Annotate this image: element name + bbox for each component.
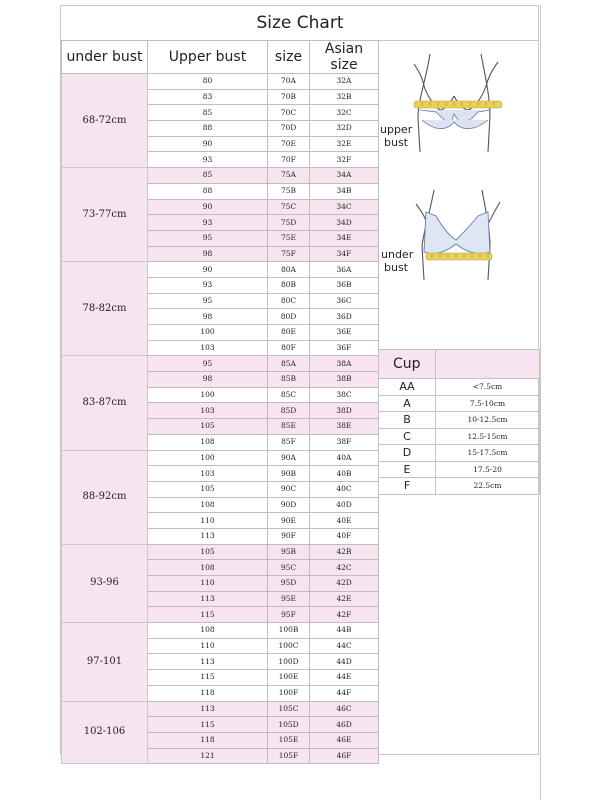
upper-bust-cell: 110 [148,513,268,529]
upper-bust-cell: 115 [148,670,268,686]
size-cell: 80A [268,262,310,278]
asian-size-cell: 32C [310,105,379,121]
size-cell: 95F [268,607,310,623]
cup-letter: D [379,445,436,462]
cup-row [379,379,540,396]
asian-size-cell: 46E [310,732,379,748]
cup-letter: AA [379,379,436,396]
upper-bust-cell: 108 [148,497,268,513]
asian-size-cell: 42D [310,576,379,592]
cup-measurement: 22.5cm [436,478,540,495]
cup-letter: B [379,412,436,429]
asian-size-cell: 44C [310,638,379,654]
size-cell: 70E [268,136,310,152]
size-cell: 70F [268,152,310,168]
asian-size-cell: 42F [310,607,379,623]
table-row [62,262,379,278]
asian-size-cell: 40C [310,481,379,497]
asian-size-cell: 36C [310,293,379,309]
size-table [61,40,379,764]
header-asian-size: Asian size [310,41,379,74]
cup-row [379,395,540,412]
asian-size-cell: 36B [310,277,379,293]
asian-size-cell: 36D [310,309,379,325]
upper-bust-cell: 90 [148,199,268,215]
asian-size-cell: 34A [310,168,379,184]
under-bust-cell: 88-92cm [62,450,148,544]
size-table-body [62,74,379,764]
asian-size-cell: 34E [310,230,379,246]
upper-bust-label-2: bust [384,136,408,149]
asian-size-cell: 38B [310,372,379,388]
size-cell: 100E [268,670,310,686]
asian-size-cell: 38E [310,419,379,435]
under-bust-cell: 78-82cm [62,262,148,356]
upper-bust-cell: 108 [148,560,268,576]
asian-size-cell: 40D [310,497,379,513]
asian-size-cell: 34F [310,246,379,262]
asian-size-cell: 40B [310,466,379,482]
asian-size-cell: 42B [310,544,379,560]
size-cell: 80C [268,293,310,309]
size-cell: 85B [268,372,310,388]
upper-bust-cell: 83 [148,89,268,105]
upper-bust-cell: 80 [148,74,268,90]
upper-bust-cell: 105 [148,419,268,435]
upper-bust-cell: 115 [148,607,268,623]
cup-measurement: 17.5-20 [436,461,540,478]
size-cell: 75E [268,230,310,246]
asian-size-cell: 38D [310,403,379,419]
page-title: Size Chart [61,6,539,41]
cup-header: Cup [379,350,436,379]
cup-header-blank [436,350,540,379]
size-cell: 90B [268,466,310,482]
asian-size-cell: 44F [310,685,379,701]
upper-bust-cell: 113 [148,591,268,607]
asian-size-cell: 40A [310,450,379,466]
size-cell: 95D [268,576,310,592]
upper-bust-cell: 100 [148,387,268,403]
size-cell: 90D [268,497,310,513]
size-cell: 100D [268,654,310,670]
asian-size-cell: 32E [310,136,379,152]
cup-letter: F [379,478,436,495]
header-under-bust: under bust [62,41,148,74]
asian-size-cell: 36A [310,262,379,278]
asian-size-cell: 32F [310,152,379,168]
size-cell: 70C [268,105,310,121]
upper-bust-cell: 100 [148,450,268,466]
asian-size-cell: 44B [310,623,379,639]
size-cell: 90E [268,513,310,529]
asian-size-cell: 46C [310,701,379,717]
upper-bust-cell: 121 [148,748,268,764]
upper-bust-cell: 110 [148,638,268,654]
upper-bust-cell: 95 [148,293,268,309]
cup-row [379,412,540,429]
upper-bust-cell: 90 [148,136,268,152]
upper-bust-cell: 93 [148,215,268,231]
under-bust-cell: 97-101 [62,623,148,701]
size-cell: 85A [268,356,310,372]
cup-table [378,349,540,495]
size-cell: 75A [268,168,310,184]
upper-bust-cell: 90 [148,262,268,278]
cup-header-row [379,350,540,379]
size-cell: 85F [268,434,310,450]
asian-size-cell: 40F [310,528,379,544]
bra-figures-icon [378,40,538,350]
cup-measurement: 10-12.5cm [436,412,540,429]
size-cell: 100B [268,623,310,639]
cup-table-body [379,350,540,495]
upper-bust-cell: 113 [148,701,268,717]
upper-bust-cell: 103 [148,466,268,482]
cup-letter: C [379,428,436,445]
upper-bust-cell: 93 [148,152,268,168]
table-row [62,544,379,560]
asian-size-cell: 32A [310,74,379,90]
table-row [62,701,379,717]
size-cell: 105D [268,717,310,733]
asian-size-cell: 32B [310,89,379,105]
upper-bust-cell: 88 [148,183,268,199]
size-cell: 75C [268,199,310,215]
upper-bust-cell: 113 [148,654,268,670]
size-cell: 100F [268,685,310,701]
table-row [62,450,379,466]
size-cell: 80D [268,309,310,325]
under-bust-cell: 93-96 [62,544,148,622]
asian-size-cell: 42E [310,591,379,607]
upper-bust-cell: 98 [148,246,268,262]
size-cell: 100C [268,638,310,654]
size-cell: 105F [268,748,310,764]
size-cell: 105C [268,701,310,717]
upper-bust-cell: 108 [148,623,268,639]
under-bust-cell: 102-106 [62,701,148,764]
asian-size-cell: 44D [310,654,379,670]
cup-letter: E [379,461,436,478]
header-size: size [268,41,310,74]
cup-measurement: 15-17.5cm [436,445,540,462]
size-cell: 75B [268,183,310,199]
size-cell: 105E [268,732,310,748]
cup-letter: A [379,395,436,412]
upper-bust-cell: 110 [148,576,268,592]
table-row [62,168,379,184]
asian-size-cell: 40E [310,513,379,529]
upper-bust-cell: 105 [148,481,268,497]
upper-bust-cell: 95 [148,356,268,372]
upper-bust-cell: 108 [148,434,268,450]
size-cell: 95C [268,560,310,576]
size-cell: 85C [268,387,310,403]
asian-size-cell: 38C [310,387,379,403]
asian-size-cell: 38F [310,434,379,450]
cup-measurement: 12.5-15cm [436,428,540,445]
asian-size-cell: 42C [310,560,379,576]
size-cell: 90C [268,481,310,497]
asian-size-cell: 32D [310,121,379,137]
size-cell: 90F [268,528,310,544]
upper-bust-cell: 105 [148,544,268,560]
cup-measurement: <7.5cm [436,379,540,396]
header-upper-bust: Upper bust [148,41,268,74]
upper-bust-cell: 103 [148,403,268,419]
cup-row [379,461,540,478]
asian-size-cell: 36F [310,340,379,356]
under-bust-label-2: bust [384,261,408,274]
size-cell: 70A [268,74,310,90]
asian-size-cell: 38A [310,356,379,372]
upper-bust-cell: 103 [148,340,268,356]
cup-row [379,445,540,462]
cup-row [379,428,540,445]
asian-size-cell: 34D [310,215,379,231]
upper-bust-label-1: upper [380,123,413,136]
upper-bust-cell: 98 [148,372,268,388]
upper-bust-cell: 85 [148,168,268,184]
asian-size-cell: 44E [310,670,379,686]
table-row [62,623,379,639]
upper-bust-cell: 98 [148,309,268,325]
size-cell: 70D [268,121,310,137]
cup-row [379,478,540,495]
upper-bust-cell: 115 [148,717,268,733]
size-cell: 80B [268,277,310,293]
cup-measurement: 7.5-10cm [436,395,540,412]
upper-bust-cell: 113 [148,528,268,544]
size-cell: 90A [268,450,310,466]
table-row [62,74,379,90]
asian-size-cell: 34B [310,183,379,199]
asian-size-cell: 34C [310,199,379,215]
size-cell: 75F [268,246,310,262]
size-table-header [62,41,379,74]
size-cell: 95B [268,544,310,560]
upper-bust-cell: 118 [148,685,268,701]
upper-bust-cell: 88 [148,121,268,137]
measurement-illustration [378,40,538,350]
under-bust-cell: 73-77cm [62,168,148,262]
right-divider [540,5,541,800]
size-cell: 80F [268,340,310,356]
upper-bust-cell: 100 [148,325,268,341]
asian-size-cell: 46D [310,717,379,733]
under-bust-cell: 83-87cm [62,356,148,450]
asian-size-cell: 46F [310,748,379,764]
table-row [62,356,379,372]
size-cell: 80E [268,325,310,341]
size-cell: 70B [268,89,310,105]
size-cell: 95E [268,591,310,607]
under-bust-cell: 68-72cm [62,74,148,168]
upper-bust-cell: 118 [148,732,268,748]
upper-bust-cell: 93 [148,277,268,293]
size-cell: 85D [268,403,310,419]
size-cell: 85E [268,419,310,435]
asian-size-cell: 36E [310,325,379,341]
size-cell: 75D [268,215,310,231]
upper-bust-cell: 95 [148,230,268,246]
upper-bust-cell: 85 [148,105,268,121]
under-bust-label-1: under [381,248,414,261]
